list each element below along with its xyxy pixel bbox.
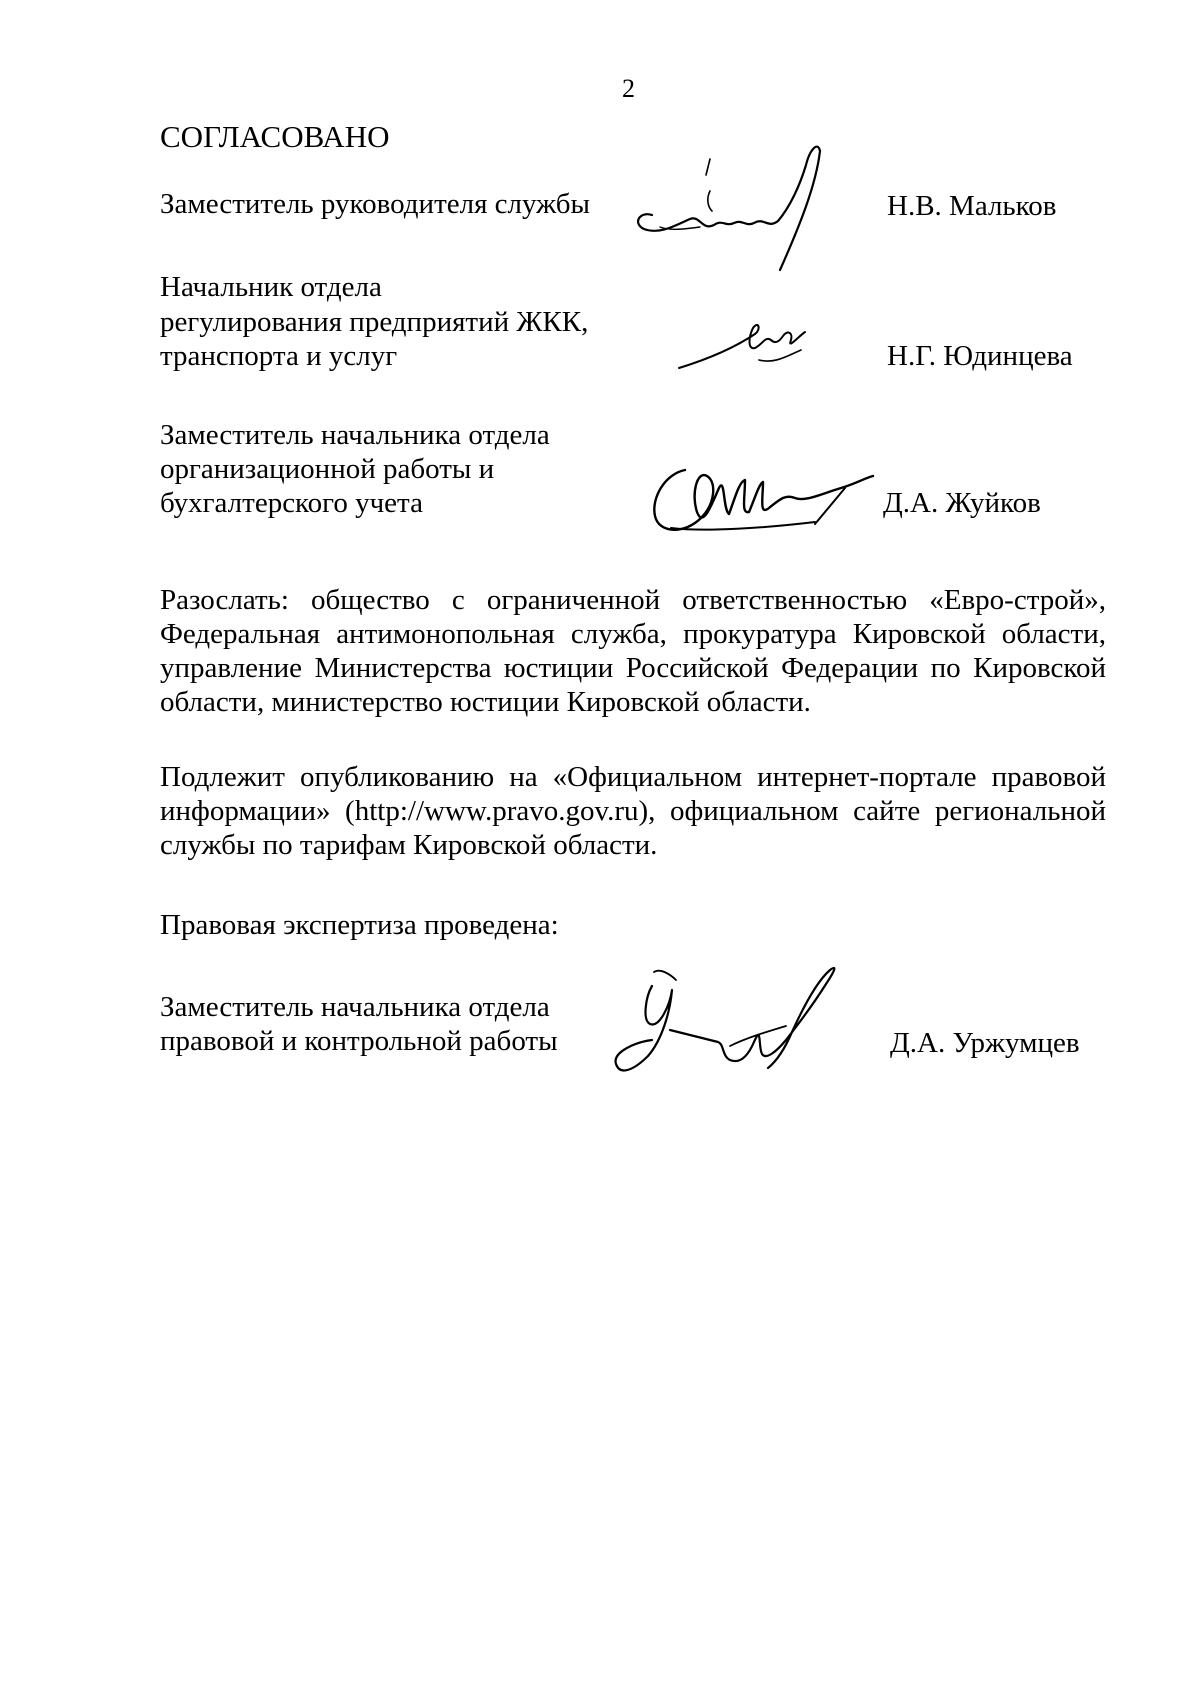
publication-line: информации» (http://www.pravo.gov.ru), официальном сайте региональной bbox=[160, 795, 1106, 827]
legal-review-position-line-1: Заместитель начальника отдела bbox=[160, 991, 550, 1023]
approver-3-name: Д.А. Жуйков bbox=[883, 487, 1041, 519]
distribution-line: Федеральная антимонопольная служба, прокуратура Кировской области, bbox=[160, 618, 1106, 650]
legal-review-name: Д.А. Уржумцев bbox=[890, 1027, 1080, 1059]
legal-review-position-line-2: правовой и контрольной работы bbox=[160, 1025, 558, 1057]
approver-3-position-line-2: организационной работы и bbox=[160, 453, 495, 485]
legal-review-signature bbox=[590, 960, 860, 1080]
publication-line: Подлежит опубликованию на «Официальном интернет-портале правовой bbox=[160, 761, 1106, 793]
publication-paragraph bbox=[160, 760, 1106, 862]
distribution-line: Разослать: общество с ограниченной ответственностью «Евро-строй», bbox=[160, 584, 1106, 616]
approver-3-position-line-1: Заместитель начальника отдела bbox=[160, 419, 550, 451]
approver-3-signature bbox=[645, 458, 885, 548]
approver-1-signature bbox=[630, 135, 870, 285]
approver-1-name: Н.В. Мальков bbox=[887, 190, 1057, 222]
publication-line: службы по тарифам Кировской области. bbox=[160, 829, 658, 861]
distribution-line: области, министерство юстиции Кировской области. bbox=[160, 686, 811, 718]
approver-2-signature bbox=[675, 310, 835, 380]
approver-2-position-line-1: Начальник отдела bbox=[160, 271, 382, 303]
approver-2-name: Н.Г. Юдинцева bbox=[887, 340, 1073, 372]
page-number: 2 bbox=[622, 74, 635, 103]
distribution-paragraph bbox=[160, 583, 1106, 719]
approval-heading: СОГЛАСОВАНО bbox=[160, 119, 390, 154]
approver-2-position-line-3: транспорта и услуг bbox=[160, 340, 398, 372]
approver-1-position: Заместитель руководителя службы bbox=[160, 188, 591, 220]
approver-2-position-line-2: регулирования предприятий ЖКК, bbox=[160, 306, 589, 338]
approver-3-position-line-3: бухгалтерского учета bbox=[160, 487, 423, 519]
distribution-line: управление Министерства юстиции Российской Федерации по Кировской bbox=[160, 652, 1106, 684]
legal-review-statement: Правовая экспертиза проведена: bbox=[160, 909, 559, 941]
